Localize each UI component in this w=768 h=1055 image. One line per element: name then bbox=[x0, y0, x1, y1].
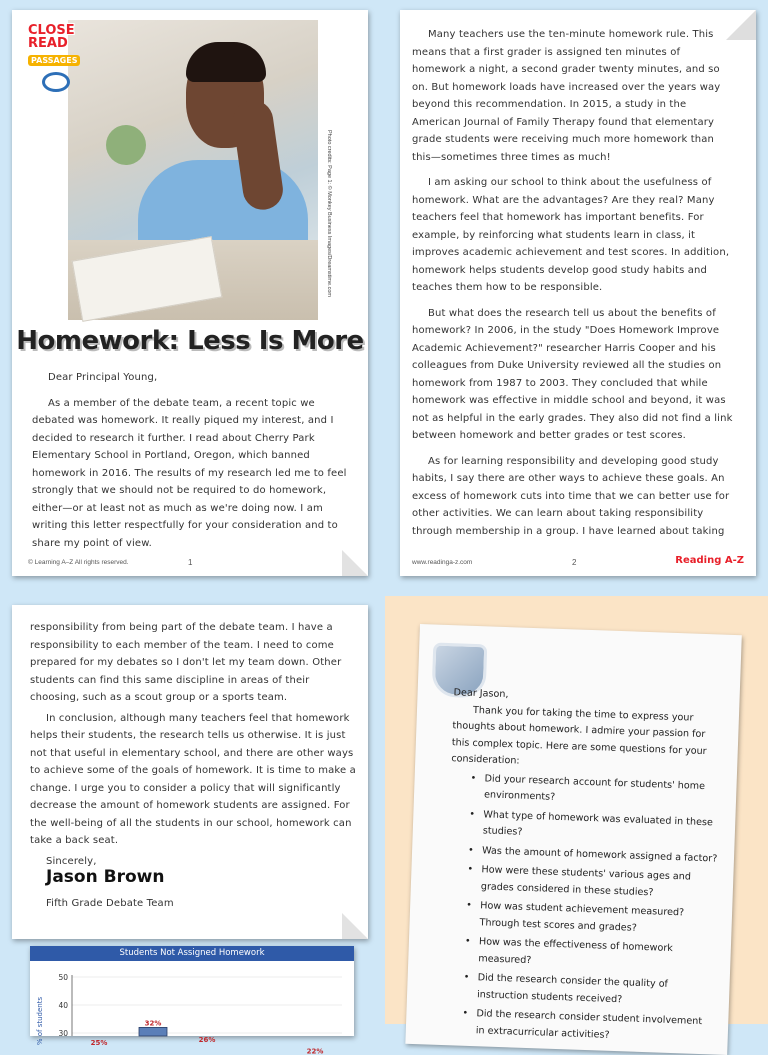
paragraph: I am asking our school to think about the usefulness of homework. What are the advantages? Are they real? Many teachers feel that homework has important benefits. For example, by reinforcing what students learn in class, it improves academic achievement and test scores. In addition, homework helps students develop good study habits and teaches them how to be responsible. bbox=[412, 177, 730, 293]
list-item: • Did your research account for students' home environments? bbox=[484, 771, 721, 812]
page-number: 2 bbox=[572, 558, 577, 567]
y-axis-label: % of students bbox=[36, 996, 44, 1046]
y-tick-label: 30 bbox=[58, 1029, 68, 1038]
logo-line-3: PASSAGES bbox=[28, 55, 80, 66]
y-tick-label: 40 bbox=[58, 1001, 68, 1010]
website: www.readinga-z.com bbox=[412, 559, 473, 566]
paragraph: But what does the research tell us about the benefits of homework? In 2006, in the study "Does Homework Improve Academic Achievement?" researcher Harris Cooper and his colleagues from Duke University reviewed all the studies on homework from 1987 to 2003. They concluded that while homework was effective in middle school and beyond, it was not as helpful in the early grades. They also did not find a link between homework and better grades or test scores. bbox=[412, 307, 733, 441]
page-2 bbox=[400, 10, 756, 576]
plant-shape bbox=[106, 125, 146, 165]
list-item: • How was student achievement measured? Through test scores and grades? bbox=[479, 898, 716, 939]
y-tick-label: 50 bbox=[58, 973, 68, 982]
paragraph: In conclusion, although many teachers feel that homework helps their students, the research tells us otherwise. It is just not that useful in elementary school, and there are other ways to achieve some of the goals of homework. It is time to make a change. I urge you to consider a policy that will significantly decrease the amount of homework students are assigned. For the well-being of all the students in our school, homework can take a back seat. bbox=[30, 712, 356, 846]
paragraph: responsibility from being part of the debate team. I have a responsibility to each member of the team. I need to come prepared for my debates so I don't let my team down. Other students can find this same discipline in areas of their choosing, such as a scout group or a sports team. bbox=[30, 622, 342, 703]
page-title: Homework: Less Is More bbox=[16, 326, 364, 356]
page-3 bbox=[12, 605, 368, 939]
salutation: Dear Principal Young, bbox=[48, 372, 158, 383]
paragraph: Many teachers use the ten-minute homework rule. This means that a first grader is assigned ten minutes of homework a night, a second grader twenty minutes, and so on. But homework loads have increased over the years way beyond this recommendation. In 2015, a study in the American Journal of Family Therapy found that elementary grade students were receiving much more homework than this—sometimes three times as much! bbox=[412, 29, 721, 163]
question-list bbox=[442, 770, 721, 1048]
page-curl bbox=[726, 10, 756, 40]
list-item: • What type of homework was evaluated in these studies? bbox=[483, 807, 720, 848]
data-label: 25% bbox=[90, 1039, 108, 1047]
page-number: 1 bbox=[188, 558, 193, 567]
photo-credit: Photo credits: Page 1: © Monkey Business Images/Dreamstime.com bbox=[326, 130, 332, 297]
copyright: © Learning A–Z All rights reserved. bbox=[28, 559, 129, 566]
letter-body-start bbox=[32, 369, 352, 552]
closing: Sincerely, bbox=[46, 855, 97, 867]
data-label: 26% bbox=[198, 1036, 216, 1045]
page-3-text bbox=[30, 619, 356, 870]
close-read-passages-logo bbox=[28, 24, 86, 104]
hair-shape bbox=[186, 42, 266, 82]
boy-studying-photo bbox=[68, 20, 318, 320]
paragraph: As a member of the debate team, a recent topic we debated was homework. It really piqued my interest, and I decided to research it further. I read about Cherry Park Elementary School in Portland, Oregon, which banned homework in 2016. The results of my research led me to feel strongly that we should not be required to do homework, either—or at least not as much as we're doing now. I am writing this letter respectfully for your consideration and to share my point of view. bbox=[32, 397, 347, 549]
signature-block bbox=[30, 867, 174, 913]
list-item: • Was the amount of homework assigned a factor? bbox=[482, 843, 718, 868]
chart-title: Students Not Assigned Homework bbox=[30, 946, 354, 961]
list-item: • Did the research consider the quality of instruction students received? bbox=[477, 970, 714, 1011]
bar bbox=[139, 1027, 167, 1036]
letter-text bbox=[441, 685, 723, 1050]
list-item: • How were these students' various ages and grades considered in these studies? bbox=[481, 862, 718, 903]
logo-line-1: CLOSE bbox=[28, 23, 75, 38]
magnifying-glass-icon bbox=[42, 72, 70, 92]
letter-salutation: Dear Jason, bbox=[453, 687, 509, 701]
logo-line-2: READ bbox=[28, 36, 68, 51]
list-item: • How was the effectiveness of homework measured? bbox=[478, 934, 715, 975]
letter-intro: Thank you for taking the time to express your thoughts about homework. I admire your passion for this complex topic. Here are some questions for your consideration: bbox=[451, 704, 707, 767]
reading-az-logo: Reading A-Z bbox=[675, 555, 744, 566]
chart-plot bbox=[30, 961, 354, 1055]
paragraph: As for learning responsibility and developing good study habits, I say there are other ways to achieve these goals. An excess of homework cuts into time that we can better use for other activities. We can learn about taking responsibility through membership in a group. I have learned about taking bbox=[412, 455, 730, 537]
signer-role: Fifth Grade Debate Team bbox=[46, 898, 174, 909]
response-letter bbox=[405, 624, 741, 1055]
signature: Jason Brown bbox=[46, 867, 165, 887]
homework-chart bbox=[30, 946, 354, 1055]
list-item: • Did the research consider student involvement in extracurricular activities? bbox=[476, 1006, 713, 1047]
page-curl bbox=[342, 913, 368, 939]
page-curl bbox=[342, 550, 368, 576]
page-1 bbox=[12, 10, 368, 576]
data-label: 32% bbox=[144, 1019, 162, 1028]
data-label: 22% bbox=[306, 1047, 324, 1055]
page-2-text bbox=[412, 26, 734, 540]
